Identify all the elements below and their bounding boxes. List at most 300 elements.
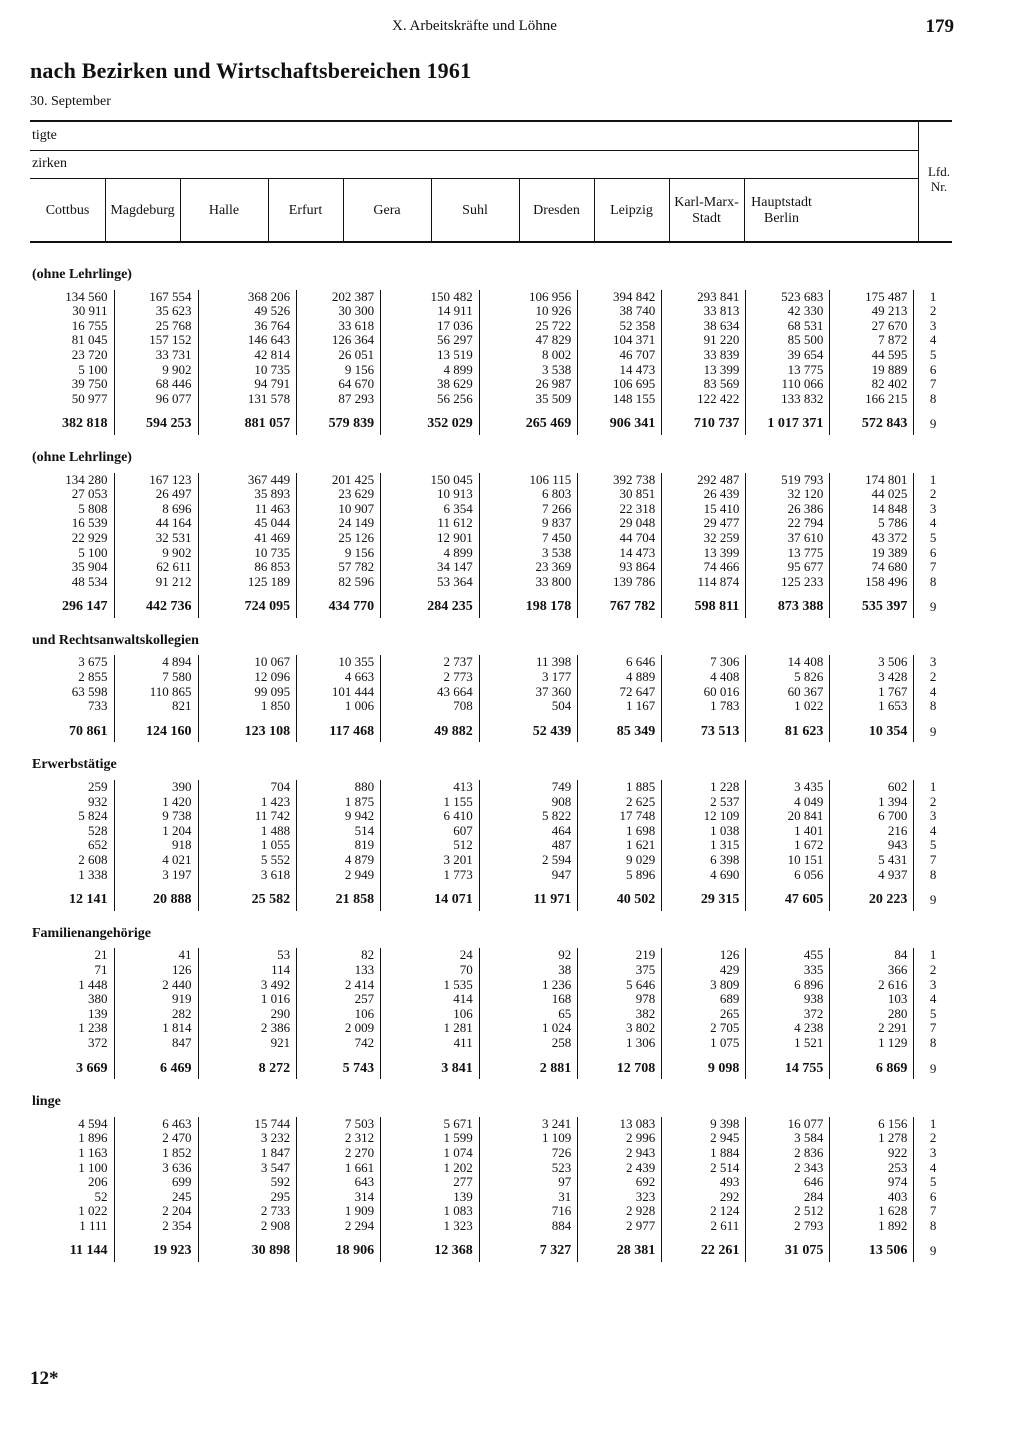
section-title: (ohne Lehrlinge) xyxy=(32,267,132,282)
table-cell: 284 235 xyxy=(381,589,480,618)
table-cell: 52 358 xyxy=(578,319,662,334)
table-cell: 11 398 xyxy=(479,655,578,670)
table-cell: 167 123 xyxy=(114,473,198,488)
table-cell: 1 401 xyxy=(746,824,830,839)
table-cell: 14 071 xyxy=(381,882,480,911)
table-row xyxy=(30,1146,952,1161)
total-row xyxy=(30,1051,952,1080)
table-cell: 32 120 xyxy=(746,487,830,502)
header-rule-1 xyxy=(30,150,918,151)
table-row xyxy=(30,1036,952,1051)
table-cell: 47 605 xyxy=(746,882,830,911)
table-cell: 293 841 xyxy=(662,290,746,305)
row-number: 2 xyxy=(914,304,952,319)
section-heading-row xyxy=(30,911,952,949)
table-cell: 11 612 xyxy=(381,516,480,531)
table-cell: 13 506 xyxy=(830,1233,914,1262)
table-cell: 3 197 xyxy=(114,868,198,883)
table-cell: 146 643 xyxy=(198,333,297,348)
table-cell: 1 306 xyxy=(578,1036,662,1051)
table-cell: 1 204 xyxy=(114,824,198,839)
column-header-4 xyxy=(343,182,431,240)
table-cell: 21 xyxy=(94,947,108,963)
table-cell: 455 xyxy=(746,948,830,963)
table-cell: 280 xyxy=(830,1007,914,1022)
row-number: 3 xyxy=(914,502,952,517)
table-row xyxy=(30,516,952,531)
table-cell: 1 448 xyxy=(78,976,108,992)
table-cell: 2 594 xyxy=(479,853,578,868)
table-cell: 2 705 xyxy=(662,1021,746,1036)
table-cell: 106 xyxy=(297,1007,381,1022)
table-cell: 20 223 xyxy=(830,882,914,911)
table-cell: 85 500 xyxy=(746,333,830,348)
table-cell: 2 836 xyxy=(746,1146,830,1161)
table-cell: 40 502 xyxy=(578,882,662,911)
table-row xyxy=(30,1219,952,1234)
total-row xyxy=(30,406,952,435)
table-cell: 110 066 xyxy=(746,377,830,392)
row-number: 4 xyxy=(914,992,952,1007)
row-number: 6 xyxy=(914,546,952,561)
table-cell: 9 156 xyxy=(297,546,381,561)
table-cell: 1 535 xyxy=(381,978,480,993)
table-cell: 150 482 xyxy=(381,290,480,305)
table-cell: 366 xyxy=(830,963,914,978)
table-row xyxy=(30,531,952,546)
table-cell: 53 xyxy=(198,948,297,963)
table-row xyxy=(30,838,952,853)
table-cell: 592 xyxy=(198,1175,297,1190)
table-cell: 65 xyxy=(479,1007,578,1022)
table-cell: 1 661 xyxy=(297,1161,381,1176)
table-cell: 30 898 xyxy=(198,1233,297,1262)
table-cell: 202 387 xyxy=(297,290,381,305)
column-header-7 xyxy=(594,182,669,240)
table-cell: 335 xyxy=(746,963,830,978)
table-cell: 110 865 xyxy=(114,685,198,700)
table-cell: 124 160 xyxy=(114,714,198,743)
table-cell: 1 896 xyxy=(78,1130,108,1146)
table-cell: 1 281 xyxy=(381,1021,480,1036)
table-cell: 10 067 xyxy=(198,655,297,670)
table-cell: 150 045 xyxy=(381,473,480,488)
table-cell: 519 793 xyxy=(746,473,830,488)
table-cell: 16 077 xyxy=(746,1117,830,1132)
table-cell: 1 488 xyxy=(198,824,297,839)
row-number: 5 xyxy=(914,1007,952,1022)
table-cell: 2 512 xyxy=(746,1204,830,1219)
table-cell: 74 466 xyxy=(662,560,746,575)
table-row xyxy=(30,304,952,319)
column-divider xyxy=(105,178,106,242)
table-cell: 2 009 xyxy=(297,1021,381,1036)
table-cell: 372 xyxy=(88,1034,108,1050)
row-number: 7 xyxy=(914,1021,952,1036)
table-cell: 1 024 xyxy=(479,1021,578,1036)
table-cell: 28 381 xyxy=(578,1233,662,1262)
table-cell: 3 435 xyxy=(746,780,830,795)
table-cell: 265 xyxy=(662,1007,746,1022)
table-cell: 19 889 xyxy=(830,363,914,378)
table-row xyxy=(30,948,952,963)
table-cell: 52 439 xyxy=(479,714,578,743)
table-cell: 139 786 xyxy=(578,575,662,590)
table-cell: 2 294 xyxy=(297,1219,381,1234)
table-cell: 821 xyxy=(114,699,198,714)
table-cell: 5 646 xyxy=(578,978,662,993)
table-cell: 9 398 xyxy=(662,1117,746,1132)
table-cell: 2 616 xyxy=(830,978,914,993)
table-cell: 10 354 xyxy=(830,714,914,743)
table-cell: 16 539 xyxy=(71,515,108,531)
table-cell: 6 869 xyxy=(830,1051,914,1080)
table-cell: 3 547 xyxy=(198,1161,297,1176)
table-cell: 134 280 xyxy=(65,471,108,487)
table-row xyxy=(30,670,952,685)
table-cell: 47 829 xyxy=(479,333,578,348)
table-row xyxy=(30,487,952,502)
table-cell: 6 354 xyxy=(381,502,480,517)
table-cell: 139 xyxy=(88,1005,108,1021)
table-cell: 148 155 xyxy=(578,392,662,407)
row-number: 7 xyxy=(914,853,952,868)
table-cell: 352 029 xyxy=(381,406,480,435)
table-cell: 5 896 xyxy=(578,868,662,883)
table-cell: 91 220 xyxy=(662,333,746,348)
table-row xyxy=(30,560,952,575)
table-cell: 13 399 xyxy=(662,546,746,561)
table-cell: 34 147 xyxy=(381,560,480,575)
table-cell: 71 xyxy=(94,961,108,977)
table-cell: 3 802 xyxy=(578,1021,662,1036)
table-cell: 4 899 xyxy=(381,546,480,561)
table-cell: 25 126 xyxy=(297,531,381,546)
row-number: 8 xyxy=(914,868,952,883)
table-cell: 1 628 xyxy=(830,1204,914,1219)
table-cell: 1 814 xyxy=(114,1021,198,1036)
table-cell: 168 xyxy=(479,992,578,1007)
table-cell: 9 837 xyxy=(479,516,578,531)
table-cell: 9 902 xyxy=(114,546,198,561)
table-row xyxy=(30,1204,952,1219)
table-cell: 282 xyxy=(114,1007,198,1022)
table-cell: 3 538 xyxy=(479,546,578,561)
table-cell: 1 163 xyxy=(78,1144,108,1160)
column-header-label: Hauptstadt Berlin xyxy=(751,195,812,226)
table-cell: 4 894 xyxy=(114,655,198,670)
table-cell: 1 006 xyxy=(297,699,381,714)
column-header-label: Dresden xyxy=(533,203,580,218)
table-cell: 125 189 xyxy=(198,575,297,590)
table-cell: 106 115 xyxy=(479,473,578,488)
table-cell: 1 017 371 xyxy=(746,406,830,435)
column-header-label: Gera xyxy=(373,203,401,218)
table-cell: 33 800 xyxy=(479,575,578,590)
section-title: Familienangehörige xyxy=(32,925,151,941)
table-cell: 44 595 xyxy=(830,348,914,363)
signature-mark: 12* xyxy=(30,1368,59,1389)
table-cell: 20 888 xyxy=(114,882,198,911)
table-cell: 10 926 xyxy=(479,304,578,319)
table-cell: 380 xyxy=(88,991,108,1007)
table-cell: 1 075 xyxy=(662,1036,746,1051)
table-cell: 6 156 xyxy=(830,1117,914,1132)
table-cell: 125 233 xyxy=(746,575,830,590)
table-cell: 57 782 xyxy=(297,560,381,575)
table-cell: 4 594 xyxy=(78,1115,108,1131)
section-title: und Rechtsanwaltskollegien xyxy=(32,632,199,648)
row-number: 9 xyxy=(914,1051,952,1080)
table-cell: 716 xyxy=(479,1204,578,1219)
table-row xyxy=(30,809,952,824)
header-rule-bottom xyxy=(30,241,952,243)
table-cell: 403 xyxy=(830,1190,914,1205)
table-cell: 158 496 xyxy=(830,575,914,590)
table-cell: 7 266 xyxy=(479,502,578,517)
total-row xyxy=(30,589,952,618)
table-cell: 394 842 xyxy=(578,290,662,305)
column-divider xyxy=(669,178,670,242)
table-cell: 1 521 xyxy=(746,1036,830,1051)
table-cell: 2 204 xyxy=(114,1204,198,1219)
table-cell: 572 843 xyxy=(830,406,914,435)
table-cell: 38 740 xyxy=(578,304,662,319)
table-cell: 13 775 xyxy=(746,363,830,378)
row-number: 7 xyxy=(914,1204,952,1219)
table-cell: 81 623 xyxy=(746,714,830,743)
table-row xyxy=(30,780,952,795)
table-cell: 4 408 xyxy=(662,670,746,685)
table-cell: 847 xyxy=(114,1036,198,1051)
table-cell: 27 670 xyxy=(830,319,914,334)
running-head xyxy=(0,18,1024,42)
table-cell: 708 xyxy=(381,699,480,714)
row-number: 9 xyxy=(914,589,952,618)
table-cell: 72 647 xyxy=(578,685,662,700)
total-row xyxy=(30,882,952,911)
table-cell: 1 315 xyxy=(662,838,746,853)
table-cell: 1 892 xyxy=(830,1219,914,1234)
table-cell: 1 884 xyxy=(662,1146,746,1161)
table-cell: 139 xyxy=(381,1190,480,1205)
table-cell: 33 618 xyxy=(297,319,381,334)
column-divider xyxy=(519,178,520,242)
table-cell: 13 399 xyxy=(662,363,746,378)
column-header-5 xyxy=(431,182,519,240)
table-cell: 26 051 xyxy=(297,348,381,363)
table-cell: 13 083 xyxy=(578,1117,662,1132)
table-cell: 2 908 xyxy=(198,1219,297,1234)
table-cell: 579 839 xyxy=(297,406,381,435)
table-cell: 52 xyxy=(94,1188,108,1204)
table-cell: 94 791 xyxy=(198,377,297,392)
table-cell: 974 xyxy=(830,1175,914,1190)
table-cell: 594 253 xyxy=(114,406,198,435)
table-cell: 12 708 xyxy=(578,1051,662,1080)
table-cell: 41 xyxy=(114,948,198,963)
table-cell: 9 156 xyxy=(297,363,381,378)
table-cell: 50 977 xyxy=(71,390,108,406)
table-cell: 523 xyxy=(479,1161,578,1176)
table-cell: 290 xyxy=(198,1007,297,1022)
table-cell: 25 582 xyxy=(198,882,297,911)
table-cell: 2 343 xyxy=(746,1161,830,1176)
row-number: 6 xyxy=(914,1190,952,1205)
table-cell: 918 xyxy=(114,838,198,853)
table-cell: 174 801 xyxy=(830,473,914,488)
table-cell: 206 xyxy=(88,1174,108,1190)
table-cell: 1 672 xyxy=(746,838,830,853)
table-cell: 10 355 xyxy=(297,655,381,670)
table-cell: 908 xyxy=(479,795,578,810)
table-cell: 2 291 xyxy=(830,1021,914,1036)
table-cell: 7 872 xyxy=(830,333,914,348)
table-cell: 3 232 xyxy=(198,1131,297,1146)
table-cell: 30 911 xyxy=(72,303,108,319)
table-cell: 126 364 xyxy=(297,333,381,348)
table-cell: 22 318 xyxy=(578,502,662,517)
table-cell: 36 764 xyxy=(198,319,297,334)
table-cell: 16 755 xyxy=(71,317,108,333)
row-number: 1 xyxy=(914,948,952,963)
table-cell: 41 469 xyxy=(198,531,297,546)
table-cell: 3 675 xyxy=(78,654,108,670)
table-cell: 921 xyxy=(198,1036,297,1051)
table-cell: 5 786 xyxy=(830,516,914,531)
column-header-8 xyxy=(669,182,744,240)
table-cell: 43 372 xyxy=(830,531,914,546)
table-cell: 1 022 xyxy=(78,1203,108,1219)
table-cell: 35 904 xyxy=(71,559,108,575)
table-cell: 91 212 xyxy=(114,575,198,590)
table-cell: 26 439 xyxy=(662,487,746,502)
table-cell: 133 xyxy=(297,963,381,978)
table-row xyxy=(30,546,952,561)
row-number: 5 xyxy=(914,838,952,853)
column-header-label: Cottbus xyxy=(45,203,90,218)
page-subtitle: 30. September xyxy=(30,94,111,109)
table-cell: 82 xyxy=(297,948,381,963)
column-header-3 xyxy=(268,182,343,240)
row-number: 4 xyxy=(914,333,952,348)
row-number: 6 xyxy=(914,363,952,378)
table-row xyxy=(30,1175,952,1190)
table-cell: 1 850 xyxy=(198,699,297,714)
table-cell: 1 885 xyxy=(578,780,662,795)
table-cell: 9 029 xyxy=(578,853,662,868)
column-divider xyxy=(268,178,269,242)
row-number: 4 xyxy=(914,1161,952,1176)
row-number: 9 xyxy=(914,406,952,435)
table-cell: 85 349 xyxy=(578,714,662,743)
table-cell: 742 xyxy=(297,1036,381,1051)
table-cell: 2 514 xyxy=(662,1161,746,1176)
table-cell: 24 149 xyxy=(297,516,381,531)
table-cell: 880 xyxy=(297,780,381,795)
table-cell: 464 xyxy=(479,824,578,839)
table-cell: 1 783 xyxy=(662,699,746,714)
table-cell: 5 826 xyxy=(746,670,830,685)
table-cell: 292 487 xyxy=(662,473,746,488)
table-cell: 2 773 xyxy=(381,670,480,685)
table-cell: 253 xyxy=(830,1161,914,1176)
table-cell: 4 663 xyxy=(297,670,381,685)
table-cell: 14 473 xyxy=(578,363,662,378)
section-title: (ohne Lehrlinge) xyxy=(32,449,132,465)
table-cell: 131 578 xyxy=(198,392,297,407)
table-cell: 9 942 xyxy=(297,809,381,824)
table-cell: 7 503 xyxy=(297,1117,381,1132)
table-cell: 504 xyxy=(479,699,578,714)
table-cell: 314 xyxy=(297,1190,381,1205)
table-cell: 528 xyxy=(88,822,108,838)
table-cell: 4 238 xyxy=(746,1021,830,1036)
table-cell: 11 463 xyxy=(198,502,297,517)
table-cell: 1 167 xyxy=(578,699,662,714)
table-row xyxy=(30,795,952,810)
table-cell: 6 646 xyxy=(578,655,662,670)
table-cell: 1 109 xyxy=(479,1131,578,1146)
table-cell: 3 669 xyxy=(76,1060,108,1076)
table-cell: 3 584 xyxy=(746,1131,830,1146)
table-cell: 2 608 xyxy=(78,852,108,867)
table-cell: 23 629 xyxy=(297,487,381,502)
table-row xyxy=(30,992,952,1007)
table-cell: 10 913 xyxy=(381,487,480,502)
table-cell: 375 xyxy=(578,963,662,978)
table-cell: 710 737 xyxy=(662,406,746,435)
table-cell: 29 315 xyxy=(662,882,746,911)
table-cell: 284 xyxy=(746,1190,830,1205)
table-cell: 2 855 xyxy=(78,669,108,685)
table-cell: 123 108 xyxy=(198,714,297,743)
table-cell: 4 021 xyxy=(114,853,198,868)
table-cell: 8 002 xyxy=(479,348,578,363)
table-cell: 3 177 xyxy=(479,670,578,685)
row-number: 3 xyxy=(914,978,952,993)
table-cell: 18 906 xyxy=(297,1233,381,1262)
row-number: 2 xyxy=(914,670,952,685)
row-number: 7 xyxy=(914,377,952,392)
table-cell: 2 996 xyxy=(578,1131,662,1146)
table-cell: 26 987 xyxy=(479,377,578,392)
table-cell: 3 201 xyxy=(381,853,480,868)
table-cell: 7 306 xyxy=(662,655,746,670)
table-cell: 643 xyxy=(297,1175,381,1190)
table-cell: 48 534 xyxy=(71,573,108,589)
table-row xyxy=(30,575,952,590)
table-cell: 32 531 xyxy=(114,531,198,546)
table-cell: 413 xyxy=(381,780,480,795)
data-table xyxy=(30,252,952,1262)
table-cell: 646 xyxy=(746,1175,830,1190)
column-divider xyxy=(180,178,181,242)
table-cell: 70 xyxy=(381,963,480,978)
header-rule-2 xyxy=(30,178,918,179)
table-cell: 35 509 xyxy=(479,392,578,407)
table-cell: 2 733 xyxy=(198,1204,297,1219)
table-cell: 12 096 xyxy=(198,670,297,685)
header-rule-top xyxy=(30,120,952,122)
table-cell: 30 851 xyxy=(578,487,662,502)
table-cell: 1 847 xyxy=(198,1146,297,1161)
table-cell: 17 036 xyxy=(381,319,480,334)
page-title: nach Bezirken und Wirtschaftsbereichen 1961 xyxy=(30,58,472,83)
column-header-label: Karl-Marx- Stadt xyxy=(674,195,739,226)
table-cell: 411 xyxy=(381,1036,480,1051)
table-cell: 689 xyxy=(662,992,746,1007)
